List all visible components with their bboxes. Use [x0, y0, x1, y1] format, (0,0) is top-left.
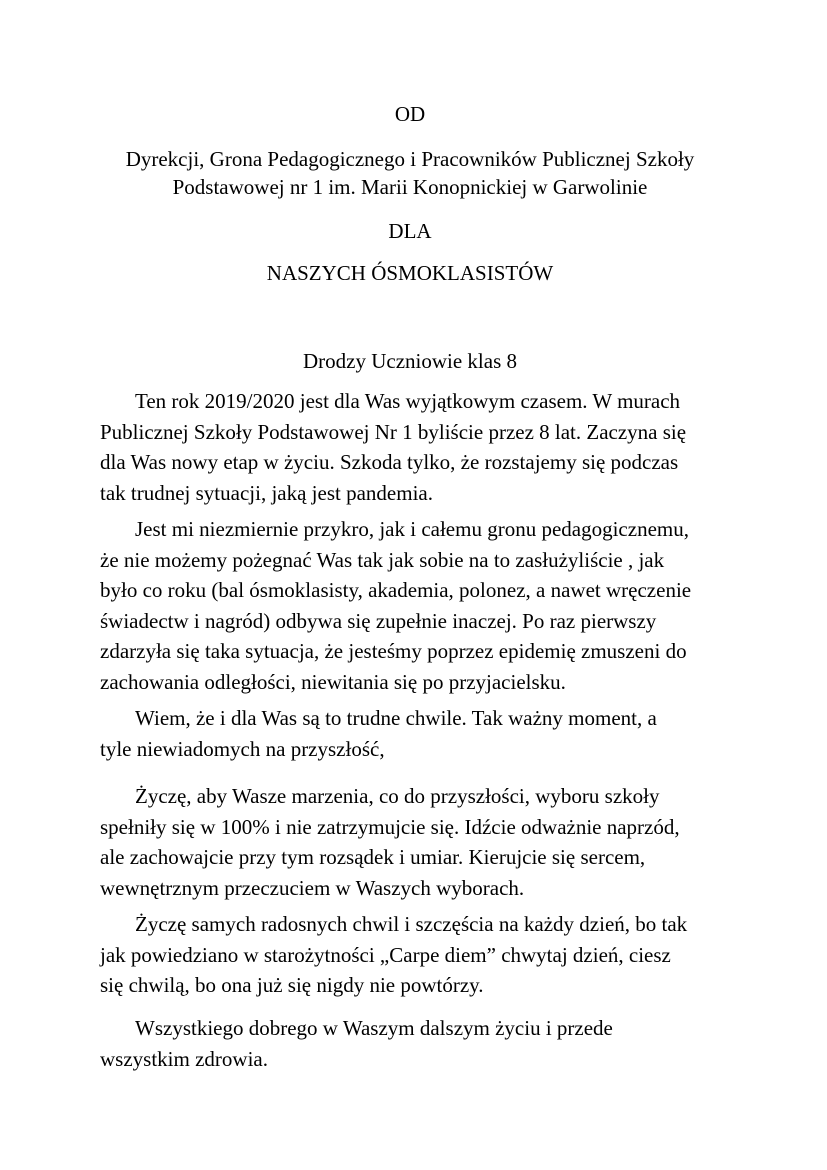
paragraph-line: tyle niewiadomych na przyszłość, — [100, 736, 385, 761]
body-paragraph — [100, 781, 740, 903]
paragraph-line: jak powiedziano w starożytności „Carpe diem” chwytaj dzień, ciesz — [100, 942, 671, 967]
body-paragraph — [100, 909, 740, 1001]
paragraph-line: Jest mi niezmiernie przykro, jak i całemu gronu pedagogicznemu, — [135, 517, 689, 541]
paragraph-line: wewnętrznym przeczuciem w Waszych wyborach. — [100, 875, 525, 900]
paragraph-line: Życzę, aby Wasze marzenia, co do przyszłości, wyboru szkoły — [135, 784, 660, 808]
sender-line: Dyrekcji, Grona Pedagogicznego i Pracowników Publicznej Szkoły — [125, 147, 695, 171]
paragraph-line: Wszystkiego dobrego w Waszym dalszym życiu i przede — [135, 1016, 613, 1040]
body-paragraph — [100, 386, 740, 508]
greeting: Drodzy Uczniowie klas 8 — [302, 349, 518, 373]
paragraph-line: zdarzyła się taka sytuacja, że jesteśmy poprzez epidemię zmuszeni do — [100, 639, 687, 664]
paragraph-line: tak trudnej sytuacji, jaką jest pandemia. — [100, 480, 433, 505]
body-paragraph — [100, 514, 740, 698]
paragraph-line: zachowania odległości, niewitania się po przyjacielsku. — [100, 669, 566, 694]
paragraph-line: świadectw i nagród) odbywa się zupełnie inaczej. Po raz pierwszy — [100, 608, 657, 633]
sender-block — [100, 145, 720, 201]
paragraph-line: że nie możemy pożegnać Was tak jak sobie na to zasłużyliście , jak — [100, 547, 665, 572]
heading-od: OD — [394, 102, 426, 126]
paragraph-line: Ten rok 2019/2020 jest dla Was wyjątkowym czasem. W murach — [135, 389, 681, 413]
paragraph-line: Życzę samych radosnych chwil i szczęścia na każdy dzień, bo tak — [135, 912, 688, 936]
paragraph-line: ale zachowajcie przy tym rozsądek i umiar. Kierujcie się sercem, — [100, 845, 646, 870]
body-paragraph — [100, 703, 740, 764]
paragraph-line: Wiem, że i dla Was są to trudne chwile. Tak ważny moment, a — [135, 706, 657, 730]
paragraph-line: było co roku (bal ósmoklasisty, akademia, polonez, a nawet wręczenie — [100, 578, 692, 603]
paragraph-line: się chwilą, bo ona już się nigdy nie powtórzy. — [100, 973, 484, 998]
paragraph-line: wszystkim zdrowia. — [100, 1046, 268, 1071]
body-paragraph — [100, 1013, 740, 1074]
heading-dla: DLA — [388, 219, 432, 243]
paragraph-line: spełniły się w 100% i nie zatrzymujcie się. Idźcie odważnie naprzód, — [100, 814, 680, 839]
paragraph-line: dla Was nowy etap w życiu. Szkoda tylko, że rozstajemy się podczas — [100, 450, 679, 475]
recipients-heading: NASZYCH ÓSMOKLASISTÓW — [266, 261, 554, 285]
sender-line: Podstawowej nr 1 im. Marii Konopnickiej w Garwolinie — [172, 175, 648, 199]
paragraph-line: Publicznej Szkoły Podstawowej Nr 1 byliście przez 8 lat. Zaczyna się — [100, 419, 687, 444]
